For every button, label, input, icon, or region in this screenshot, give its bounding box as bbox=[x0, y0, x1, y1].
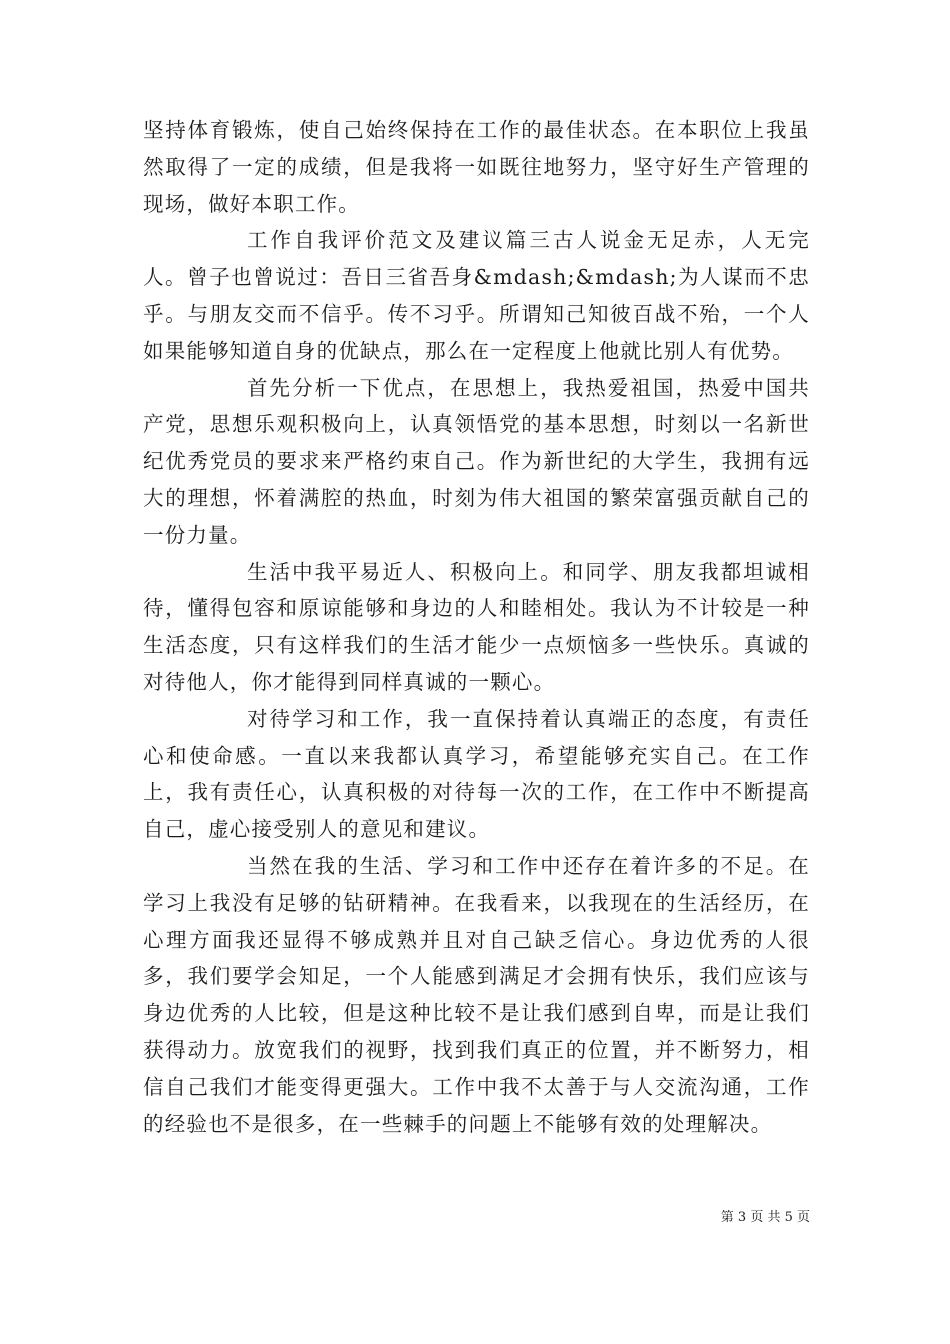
paragraph: 首先分析一下优点，在思想上，我热爱祖国，热爱中国共产党，思想乐观积极向上，认真领悟党的基本思想，时刻以一名新世纪优秀党员的要求来严格约束自己。作为新世纪的大学生，我拥有远大的理想，怀着满腔的热血，时刻为伟大祖国的繁荣富强贡献自己的一份力量。 bbox=[143, 375, 810, 547]
paragraph: 坚持体育锻炼，使自己始终保持在工作的最佳状态。在本职位上我虽然取得了一定的成绩，但是我将一如既往地努力，坚守好生产管理的现场，做好本职工作。 bbox=[143, 118, 810, 216]
paragraph: 当然在我的生活、学习和工作中还存在着许多的不足。在学习上我没有足够的钻研精神。在我看来，以我现在的生活经历，在心理方面我还显得不够成熟并且对自己缺乏信心。身边优秀的人很多，我们要学会知足，一个人能感到满足才会拥有快乐，我们应该与身边优秀的人比较，但是这种比较不是让我们感到自卑，而是让我们获得动力。放宽我们的视野，找到我们真正的位置，并不断努力，相信自己我们才能变得更强大。工作中我不太善于与人交流沟通，工作的经验也不是很多，在一些棘手的问题上不能够有效的处理解决。 bbox=[143, 853, 810, 1136]
paragraph: 对待学习和工作，我一直保持着认真端正的态度，有责任心和使命感。一直以来我都认真学习，希望能够充实自己。在工作上，我有责任心，认真积极的对待每一次的工作，在工作中不断提高自己，虚心接受别人的意见和建议。 bbox=[143, 706, 810, 842]
paragraph: 生活中我平易近人、积极向上。和同学、朋友我都坦诚相待，懂得包容和原谅能够和身边的人和睦相处。我认为不计较是一种生活态度，只有这样我们的生活才能少一点烦恼多一些快乐。真诚的对待他人，你才能得到同样真诚的一颗心。 bbox=[143, 559, 810, 694]
page-number: 第 3 页 共 5 页 bbox=[720, 1210, 810, 1225]
document-body bbox=[143, 112, 810, 1142]
paragraph: 工作自我评价范文及建议篇三古人说金无足赤，人无完人。曾子也曾说过：吾日三省吾身&mdash;&mdash;为人谋而不忠乎。与朋友交而不信乎。传不习乎。所谓知己知彼百战不殆，一个人如果能够知道自身的优缺点，那么在一定程度上他就比别人有优势。 bbox=[143, 228, 810, 363]
